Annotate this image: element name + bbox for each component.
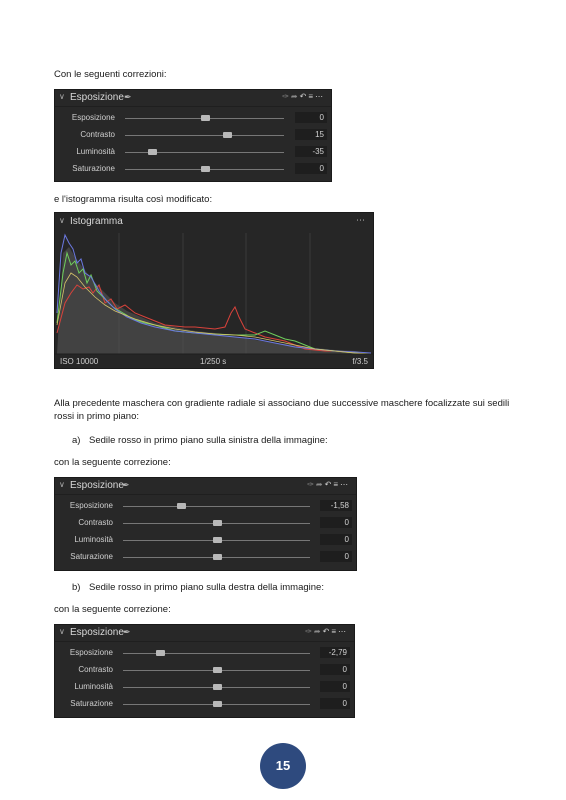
slider-handle[interactable] [213,520,222,526]
correction-text-a: con la seguente correzione: [54,457,171,468]
slider-row [55,111,331,125]
slider-label: Luminosità [74,682,113,691]
shutter-readout: 1/250 s [200,357,227,366]
slider-handle[interactable] [201,115,210,121]
chevron-down-icon[interactable]: ∨ [59,216,65,225]
slider-row [55,663,354,677]
slider-row [55,516,356,530]
slider-row [55,680,354,694]
exposure-panel-3 [54,624,355,718]
correction-text-b: con la seguente correzione: [54,604,171,615]
histogram-panel [54,212,374,369]
slider-label: Saturazione [70,699,113,708]
brush-icon[interactable]: ✑ [305,627,314,636]
more-icon[interactable]: ⋯ [340,480,350,489]
slider-label: Esposizione [69,501,113,510]
histogram-plot [55,213,373,368]
panel-header [55,625,354,642]
slider-handle[interactable] [148,149,157,155]
panel-header [55,90,331,107]
paragraph-text: Alla precedente maschera con gradiente radiale si associano due successive maschere focalizzate sui sedili rossi in primo piano: [54,398,510,422]
slider-value-field[interactable]: 0 [320,517,352,528]
copy-icon[interactable]: ➦ [290,92,300,101]
panel-title: Esposizione [70,480,124,491]
slider-label: Luminosità [74,535,113,544]
reset-icon[interactable]: ↶ [299,92,309,101]
slider-handle[interactable] [213,554,222,560]
slider-handle[interactable] [213,537,222,543]
eyedropper-icon[interactable]: ✒ [122,480,130,490]
slider-handle[interactable] [213,684,222,690]
menu-icon[interactable]: ≡ [308,92,315,101]
slider-label: Esposizione [69,648,113,657]
slider-label: Esposizione [71,113,115,122]
slider-value-field[interactable]: 0 [320,551,352,562]
slider-handle[interactable] [177,503,186,509]
chevron-down-icon[interactable]: ∨ [59,92,65,101]
slider-row [55,533,356,547]
more-icon[interactable]: ⋯ [315,92,325,101]
more-icon[interactable]: ⋯ [338,627,348,636]
slider-label: Contrasto [80,130,115,139]
chevron-down-icon[interactable]: ∨ [59,627,65,636]
histogram-header [55,213,373,231]
slider-label: Saturazione [72,164,115,173]
histogram-intro-text: e l'istogramma risulta così modificato: [54,194,213,205]
menu-icon[interactable]: ≡ [333,480,340,489]
slider-value-field[interactable]: -2,79 [320,647,350,658]
slider-value-field[interactable]: 0 [320,681,350,692]
slider-value-field[interactable]: -1,58 [320,500,352,511]
slider-label: Contrasto [78,518,113,527]
exposure-panel-2 [54,477,357,571]
slider-label: Contrasto [78,665,113,674]
slider-row [55,162,331,176]
slider-track[interactable] [123,506,310,507]
eyedropper-icon[interactable]: ✒ [124,92,132,102]
brush-icon[interactable]: ✑ [307,480,316,489]
slider-value-field[interactable]: 0 [320,698,350,709]
panel-tools [305,627,348,636]
copy-icon[interactable]: ➦ [315,480,325,489]
slider-row [55,145,331,159]
slider-handle[interactable] [156,650,165,656]
eyedropper-icon[interactable]: ✒ [123,627,131,637]
panel-title: Esposizione [70,627,124,638]
slider-value-field[interactable]: 0 [320,664,350,675]
slider-handle[interactable] [213,701,222,707]
menu-icon[interactable]: ≡ [331,627,338,636]
slider-value-field[interactable]: 0 [295,112,327,123]
slider-row [55,646,354,660]
slider-value-field[interactable]: -35 [295,146,327,157]
list-item-a: Sedile rosso in primo piano sulla sinistra della immagine: [89,435,328,446]
slider-row [55,499,356,513]
slider-handle[interactable] [213,667,222,673]
list-item-b: Sedile rosso in primo piano sulla destra della immagine: [89,582,324,593]
slider-handle[interactable] [201,166,210,172]
slider-track[interactable] [123,653,310,654]
slider-value-field[interactable]: 0 [295,163,327,174]
slider-label: Saturazione [70,552,113,561]
intro-text: Con le seguenti correzioni: [54,69,167,80]
histogram-title: Istogramma [70,216,123,227]
slider-label: Luminosità [76,147,115,156]
page-number-badge: 15 [260,743,306,789]
list-marker-a: a) [72,435,81,446]
slider-handle[interactable] [223,132,232,138]
reset-icon[interactable]: ↶ [324,480,334,489]
slider-row [55,128,331,142]
more-icon[interactable]: ⋯ [356,215,365,225]
slider-row [55,550,356,564]
copy-icon[interactable]: ➦ [313,627,323,636]
panel-tools [307,480,350,489]
panel-title: Esposizione [70,92,124,103]
slider-value-field[interactable]: 15 [295,129,327,140]
aperture-readout: f/3.5 [352,357,368,366]
slider-value-field[interactable]: 0 [320,534,352,545]
list-marker-b: b) [72,582,81,593]
brush-icon[interactable]: ✑ [282,92,291,101]
exposure-panel-1 [54,89,332,182]
panel-tools [282,92,325,101]
reset-icon[interactable]: ↶ [322,627,332,636]
slider-track[interactable] [125,135,284,136]
chevron-down-icon[interactable]: ∨ [59,480,65,489]
panel-header [55,478,356,495]
slider-row [55,697,354,711]
iso-readout: ISO 10000 [60,357,99,366]
